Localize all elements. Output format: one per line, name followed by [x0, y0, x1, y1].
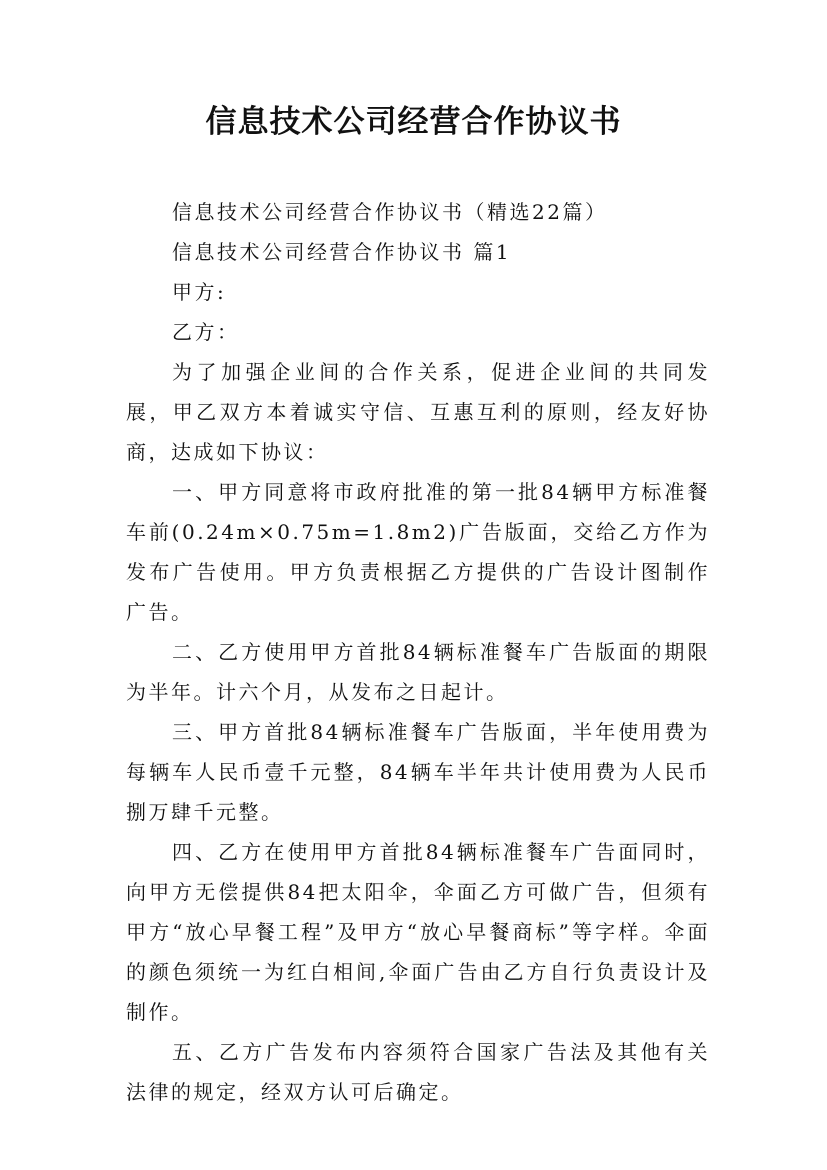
clause-3: 三、甲方首批84辆标准餐车广告版面，半年使用费为每辆车人民币壹千元整，84辆车半年共计使用费为人民币捌万肆千元整。 — [126, 720, 710, 824]
subtitle-paragraph: 信息技术公司经营合作协议书（精选22篇） — [172, 200, 608, 224]
intro-paragraph: 为了加强企业间的合作关系，促进企业间的共同发展，甲乙双方本着诚实守信、互惠互利的原则，经友好协商，达成如下协议： — [126, 360, 710, 464]
page-title: 信息技术公司经营合作协议书 — [205, 104, 622, 140]
section-heading: 信息技术公司经营合作协议书 篇1 — [172, 240, 512, 264]
clause-4: 四、乙方在使用甲方首批84辆标准餐车广告面同时，向甲方无偿提供84把太阳伞，伞面乙方可做广告，但须有甲方“放心早餐工程”及甲方“放心早餐商标”等字样。伞面的颜色须统一为红白相间,伞面广告由乙方自行负责设计及制作。 — [126, 840, 710, 1024]
document-body — [126, 192, 710, 1112]
clause-2: 二、乙方使用甲方首批84辆标准餐车广告版面的期限为半年。计六个月，从发布之日起计。 — [126, 640, 710, 704]
clause-5: 五、乙方广告发布内容须符合国家广告法及其他有关法律的规定，经双方认可后确定。 — [126, 1040, 710, 1104]
clause-1: 一、甲方同意将市政府批准的第一批84辆甲方标准餐车前(0.24m×0.75m=1.8m2)广告版面，交给乙方作为发布广告使用。甲方负责根据乙方提供的广告设计图制作广告。 — [126, 480, 710, 624]
party-b-line: 乙方： — [172, 320, 240, 344]
party-a-line: 甲方: — [172, 280, 227, 304]
